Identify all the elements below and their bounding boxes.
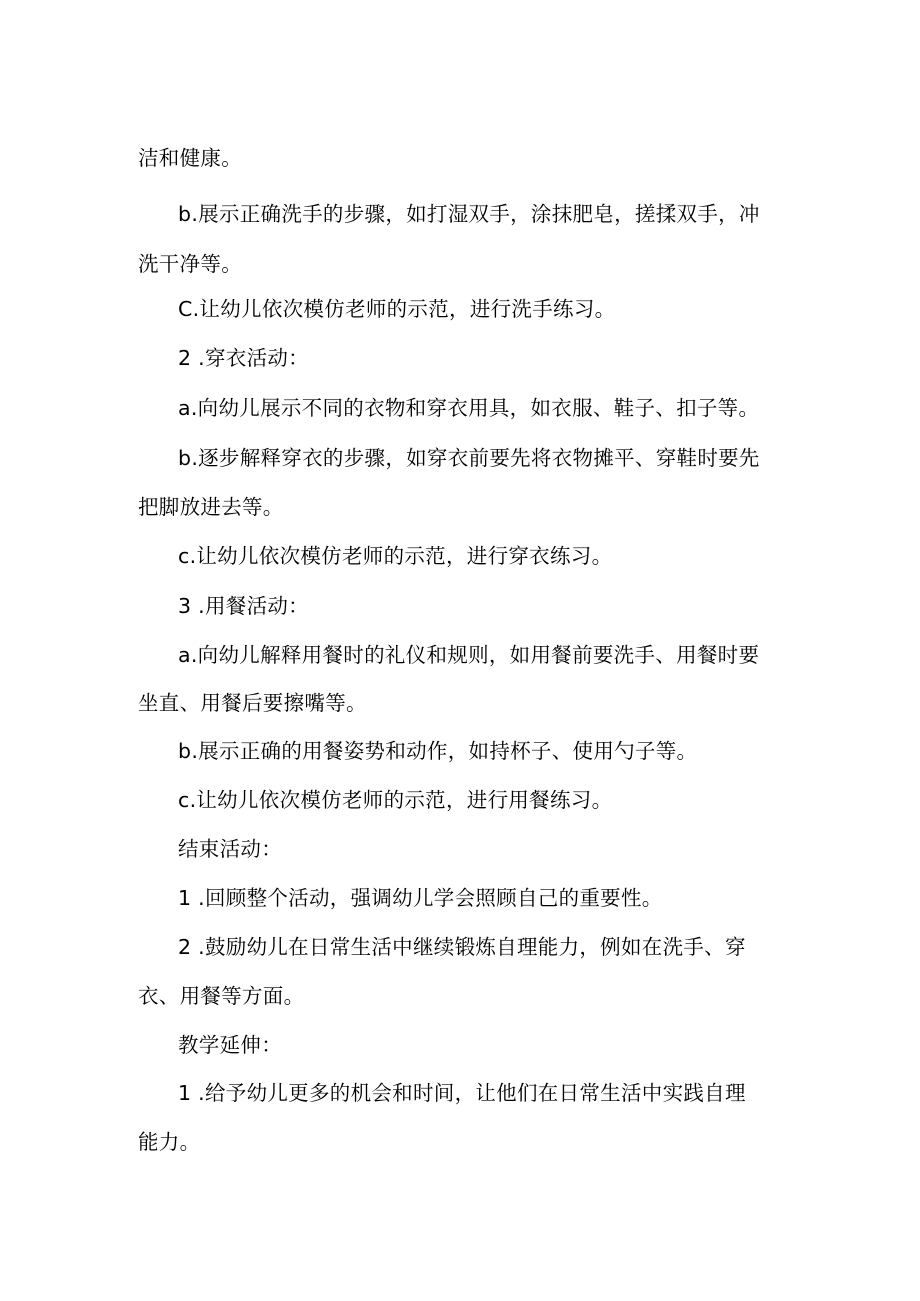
text-line: 能力。	[138, 1130, 201, 1154]
text-line: 衣、用餐等方面。	[138, 984, 305, 1008]
text-line: b.展示正确的用餐姿势和动作，如持杯子、使用勺子等。	[178, 739, 698, 763]
text-line: 坐直、用餐后要擦嘴等。	[138, 691, 367, 715]
text-line: c.让幼儿依次模仿老师的示范，进行用餐练习。	[178, 788, 613, 812]
text-line: 教学延伸：	[178, 1033, 282, 1057]
text-line: 结束活动：	[178, 837, 282, 861]
text-line: b.展示正确洗手的步骤，如打湿双手，涂抹肥皂，搓揉双手，冲	[178, 202, 760, 226]
text-line: b.逐步解释穿衣的步骤，如穿衣前要先将衣物摊平、穿鞋时要先	[178, 446, 760, 470]
text-line: 2 .穿衣活动：	[178, 346, 309, 370]
text-line: 1 .回顾整个活动，强调幼儿学会照顾自己的重要性。	[178, 886, 663, 910]
text-line: 把脚放进去等。	[138, 495, 284, 519]
text-line: 1 .给予幼儿更多的机会和时间，让他们在日常生活中实践自理	[178, 1081, 746, 1105]
text-line: 洗干净等。	[138, 252, 242, 276]
text-line: a.向幼儿展示不同的衣物和穿衣用具，如衣服、鞋子、扣子等。	[178, 396, 760, 420]
text-line: a.向幼儿解释用餐时的礼仪和规则，如用餐前要洗手、用餐时要	[178, 643, 760, 667]
text-line: c.让幼儿依次模仿老师的示范，进行穿衣练习。	[178, 544, 613, 568]
text-line: C.让幼儿依次模仿老师的示范，进行洗手练习。	[178, 297, 616, 321]
text-line: 2 .鼓励幼儿在日常生活中继续锻炼自理能力，例如在洗手、穿	[178, 935, 746, 959]
text-line: 洁和健康。	[138, 146, 242, 170]
text-line: 3 .用餐活动：	[178, 594, 309, 618]
